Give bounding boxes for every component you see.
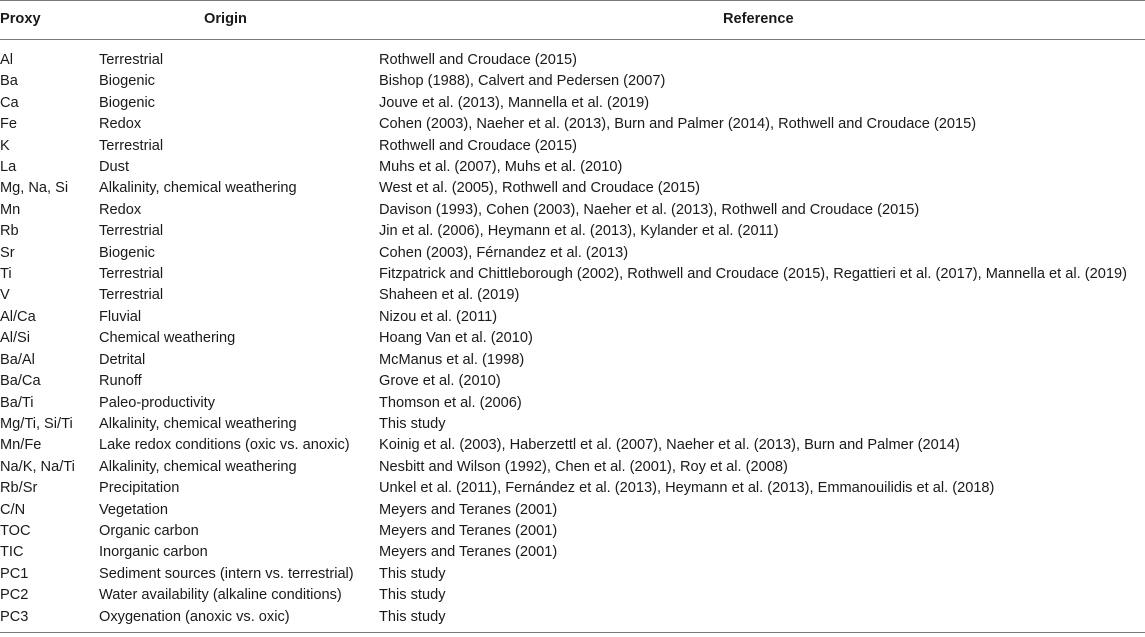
origin-cell: Biogenic (99, 94, 155, 111)
proxy-cell: TOC (0, 522, 31, 539)
proxy-cell: Ca (0, 94, 19, 111)
table-row (0, 542, 1145, 563)
table-row (0, 500, 1145, 521)
table-row (0, 457, 1145, 478)
origin-cell: Inorganic carbon (99, 544, 208, 561)
proxy-cell: Ba/Ti (0, 394, 34, 411)
bottom-rule (0, 632, 1145, 633)
reference-cell: Koinig et al. (2003), Haberzettl et al. (2007), Naeher et al. (2013), Burn and Palmer (2014) (379, 437, 960, 454)
reference-cell: This study (379, 587, 446, 604)
origin-cell: Water availability (alkaline conditions) (99, 587, 342, 604)
proxy-cell: Mg, Na, Si (0, 180, 69, 197)
origin-cell: Lake redox conditions (oxic vs. anoxic) (99, 437, 350, 454)
reference-cell: Bishop (1988), Calvert and Pedersen (2007) (379, 73, 666, 90)
table-row (0, 350, 1145, 371)
origin-cell: Organic carbon (99, 522, 199, 539)
proxy-cell: Rb (0, 223, 19, 240)
reference-cell: Cohen (2003), Naeher et al. (2013), Burn and Palmer (2014), Rothwell and Croudace (2015) (379, 116, 977, 133)
table-row (0, 393, 1145, 414)
header-origin: Origin (99, 1, 379, 40)
reference-cell: Grove et al. (2010) (379, 373, 501, 390)
origin-cell: Sediment sources (intern vs. terrestrial) (99, 565, 354, 582)
origin-cell: Alkalinity, chemical weathering (99, 180, 297, 197)
table-row (0, 328, 1145, 349)
origin-cell: Biogenic (99, 73, 155, 90)
reference-cell: This study (379, 415, 446, 432)
origin-cell: Oxygenation (anoxic vs. oxic) (99, 608, 290, 625)
table-row (0, 114, 1145, 135)
proxy-cell: V (0, 287, 10, 304)
reference-cell: Jin et al. (2006), Heymann et al. (2013), Kylander et al. (2011) (379, 223, 779, 240)
table-row (0, 478, 1145, 499)
proxy-cell: Fe (0, 116, 18, 133)
table-row (0, 521, 1145, 542)
table-body (0, 40, 1145, 628)
proxy-cell: Al (0, 52, 13, 68)
proxy-cell: Sr (0, 244, 15, 261)
reference-cell: Shaheen et al. (2019) (379, 287, 520, 304)
reference-cell: Muhs et al. (2007), Muhs et al. (2010) (379, 159, 623, 176)
proxy-cell: Ba (0, 73, 18, 90)
proxy-cell: PC3 (0, 608, 29, 625)
reference-cell: Rothwell and Croudace (2015) (379, 137, 577, 154)
table-header (0, 1, 1145, 40)
origin-cell: Redox (99, 201, 142, 218)
table-row (0, 200, 1145, 221)
table-row (0, 136, 1145, 157)
header-row (0, 1, 1145, 40)
proxy-cell: Mn/Fe (0, 437, 42, 454)
proxy-cell: Ti (0, 266, 12, 283)
table-row (0, 435, 1145, 456)
reference-cell: McManus et al. (1998) (379, 351, 525, 368)
proxy-cell: Mg/Ti, Si/Ti (0, 415, 73, 432)
proxy-cell: Mn (0, 201, 21, 218)
origin-cell: Chemical weathering (99, 330, 236, 347)
reference-cell: Unkel et al. (2011), Fernández et al. (2013), Heymann et al. (2013), Emmanouilidis et al. (2018) (379, 480, 995, 497)
origin-cell: Dust (99, 159, 130, 176)
table-row (0, 371, 1145, 392)
reference-cell: Fitzpatrick and Chittleborough (2002), Rothwell and Croudace (2015), Regattieri et al. (2017), Mannella et al. (2019) (379, 266, 1127, 283)
table-row (0, 93, 1145, 114)
proxy-cell: Al/Ca (0, 308, 36, 325)
reference-cell: Cohen (2003), Férnandez et al. (2013) (379, 244, 629, 261)
reference-cell: Hoang Van et al. (2010) (379, 330, 533, 347)
origin-cell: Terrestrial (99, 52, 164, 68)
reference-cell: Thomson et al. (2006) (379, 394, 522, 411)
header-reference: Reference (379, 1, 1145, 40)
table-row (0, 414, 1145, 435)
proxy-cell: Ba/Ca (0, 373, 41, 390)
proxy-cell: PC1 (0, 565, 29, 582)
reference-cell: Meyers and Teranes (2001) (379, 501, 558, 518)
table-row (0, 71, 1145, 92)
table-row (0, 607, 1145, 628)
table-row (0, 50, 1145, 71)
origin-cell: Vegetation (99, 501, 168, 518)
origin-cell: Terrestrial (99, 223, 164, 240)
origin-cell: Fluvial (99, 308, 142, 325)
proxy-cell: K (0, 137, 10, 154)
origin-cell: Terrestrial (99, 266, 164, 283)
reference-cell: West et al. (2005), Rothwell and Croudace (2015) (379, 180, 700, 197)
proxy-cell: Rb/Sr (0, 480, 38, 497)
reference-cell: This study (379, 565, 446, 582)
reference-cell: Rothwell and Croudace (2015) (379, 52, 577, 68)
origin-cell: Terrestrial (99, 287, 164, 304)
reference-cell: This study (379, 608, 446, 625)
table-row (0, 307, 1145, 328)
proxy-cell: Al/Si (0, 330, 31, 347)
origin-cell: Biogenic (99, 244, 155, 261)
origin-cell: Redox (99, 116, 142, 133)
table-row (0, 157, 1145, 178)
reference-cell: Nizou et al. (2011) (379, 308, 498, 325)
proxy-cell: PC2 (0, 587, 29, 604)
reference-cell: Meyers and Teranes (2001) (379, 522, 558, 539)
table-row (0, 285, 1145, 306)
reference-cell: Nesbitt and Wilson (1992), Chen et al. (2001), Roy et al. (2008) (379, 458, 788, 475)
proxy-cell: Ba/Al (0, 351, 35, 368)
reference-cell: Jouve et al. (2013), Mannella et al. (2019) (379, 94, 650, 111)
proxy-cell: C/N (0, 501, 26, 518)
reference-cell: Davison (1993), Cohen (2003), Naeher et al. (2013), Rothwell and Croudace (2015) (379, 201, 920, 218)
origin-cell: Precipitation (99, 480, 180, 497)
origin-cell: Alkalinity, chemical weathering (99, 458, 297, 475)
table-row (0, 264, 1145, 285)
table-row (0, 564, 1145, 585)
origin-cell: Runoff (99, 373, 142, 390)
reference-cell: Meyers and Teranes (2001) (379, 544, 558, 561)
table-row (0, 585, 1145, 606)
proxy-cell: La (0, 159, 17, 176)
table-row (0, 221, 1145, 242)
proxy-cell: TIC (0, 544, 24, 561)
origin-cell: Detrital (99, 351, 146, 368)
proxy-cell: Na/K, Na/Ti (0, 458, 75, 475)
spacer-row (0, 40, 1145, 51)
header-proxy: Proxy (0, 1, 99, 40)
origin-cell: Paleo-productivity (99, 394, 215, 411)
table-row (0, 178, 1145, 199)
table-row (0, 243, 1145, 264)
origin-cell: Terrestrial (99, 137, 164, 154)
origin-cell: Alkalinity, chemical weathering (99, 415, 297, 432)
